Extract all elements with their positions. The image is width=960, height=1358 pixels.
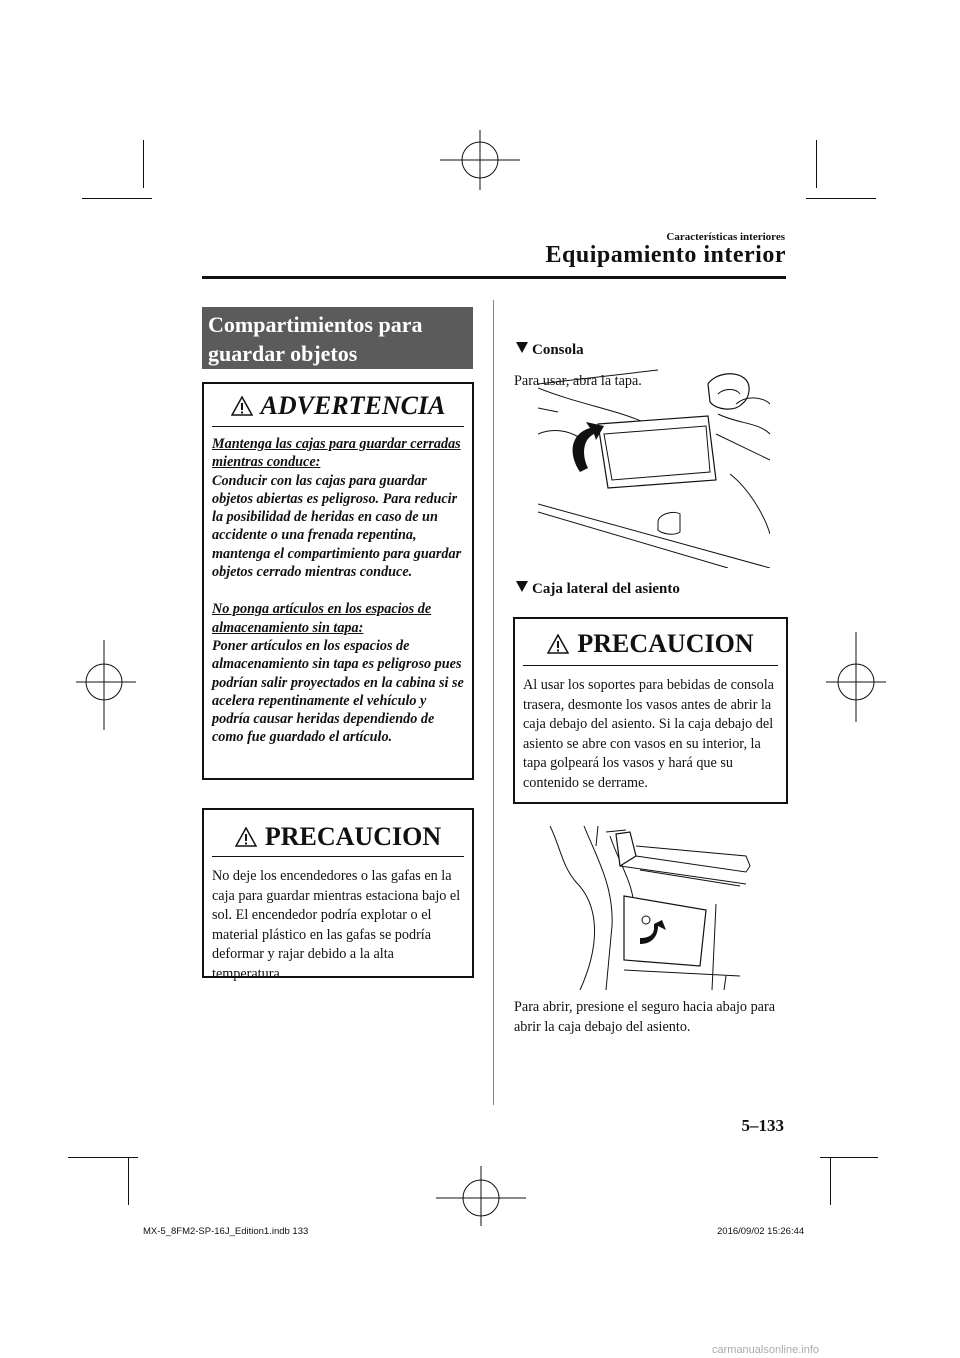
warning-triangle-icon <box>231 396 253 416</box>
header-rule <box>202 276 786 279</box>
warning-triangle-icon <box>547 634 569 654</box>
caution-title: PRECAUCION <box>264 822 442 852</box>
seat-box-illustration <box>540 826 770 990</box>
warning-title: ADVERTENCIA <box>260 391 446 421</box>
console-body: Para usar, abra la tapa. <box>514 373 642 389</box>
registration-mark-top <box>440 130 520 190</box>
warning-box <box>202 382 474 780</box>
footer-file: MX-5_8FM2-SP-16J_Edition1.indb 133 <box>143 1226 309 1237</box>
caution-box-right <box>513 617 788 804</box>
column-divider <box>493 300 494 1105</box>
console-illustration <box>538 364 770 568</box>
warning-text <box>204 427 472 747</box>
warning-triangle-icon <box>235 827 257 847</box>
registration-mark-right <box>826 632 886 722</box>
page-number: 5–133 <box>741 1116 784 1135</box>
triangle-bullet-icon <box>516 581 528 592</box>
watermark: carmanualsonline.info <box>712 1344 820 1356</box>
seat-box-heading: Caja lateral del asiento <box>516 581 680 598</box>
warning-item2-heading: No ponga artículos en los espacios de almacenamiento sin tapa: <box>212 601 432 636</box>
footer-timestamp: 2016/09/02 15:26:44 <box>717 1226 805 1237</box>
chapter-title: Características interiores <box>666 231 785 243</box>
section-title: Equipamiento interior <box>545 242 786 268</box>
warning-item2-body: Poner artículos en los espacios de almacenamiento sin tapa es peligroso pues podrían salir proyectados en la cabina si se acelera repentinamente el vehículo y podría causar heridas dependiendo de como fue guardado el artículo. <box>212 637 464 746</box>
caution-title: PRECAUCION <box>577 629 754 659</box>
caution-text: Al usar los soportes para bebidas de consola trasera, desmonte los vasos antes de abrir la caja debajo del asiento. Si la caja debajo del asiento se abre con vasos en su interior, la tapa golpeará los vasos y hará que su contenido se derrame. <box>523 677 774 791</box>
caution-box-left <box>202 808 474 982</box>
registration-mark-bottom <box>436 1166 526 1226</box>
triangle-bullet-icon <box>516 342 528 353</box>
section-heading: Compartimientos para guardar objetos <box>202 307 473 369</box>
warning-item1-body: Conducir con las cajas para guardar objetos abiertas es peligroso. Para reducir la posibilidad de heridas en caso de un accidente o una frenada repentina, mantenga el compartimiento para guardar objetos cerrado mientras conduce. <box>212 472 462 581</box>
warning-item1-heading: Mantenga las cajas para guardar cerradas mientras conduce: <box>212 436 461 471</box>
caution-text: No deje los encendedores o las gafas en la caja para guardar mientras estaciona bajo el sol. El encendedor podría explotar o el material plástico en las gafas se podría deformar y rajar debido a la alta temperatura. <box>212 868 461 982</box>
seat-box-body: Para abrir, presione el seguro hacia abajo para abrir la caja debajo del asiento. <box>514 999 775 1035</box>
console-heading: Consola <box>516 342 584 359</box>
registration-mark-left <box>76 640 136 730</box>
